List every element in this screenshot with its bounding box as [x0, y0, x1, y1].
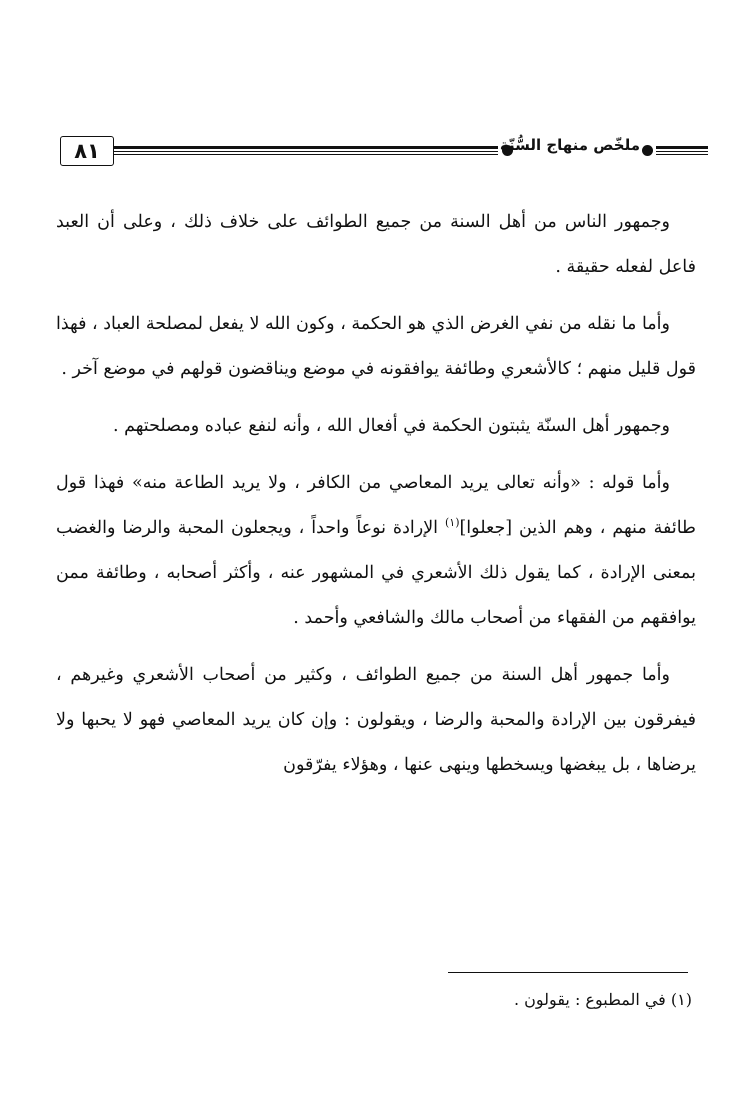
paragraph-4-text-end: الإرادة نوعاً واحداً ، ويجعلون المحبة والرضا والغضب بمعنى الإرادة ، كما يقول ذلك الأشعري في المشهور عنه ، وأكثر أصحابه ، وطائفة ممن يوافقهم من الفقهاء من أصحاب مالك والشافعي وأحمد .	[56, 518, 696, 628]
header-rule-left	[114, 146, 498, 156]
paragraph-2: وأما ما نقله من نفي الغرض الذي هو الحكمة ، وكون الله لا يفعل لمصلحة العباد ، فهذا قول قليل منهم ؛ كالأشعري وطائفة يوافقونه في موضع ويناقضون قولهم في موضع آخر .	[55, 314, 696, 379]
paragraph-1: وجمهور الناس من أهل السنة من جميع الطوائف على خلاف ذلك ، وعلى أن العبد فاعل لفعله حقيقة .	[56, 212, 696, 277]
page-number: ٨١	[60, 136, 114, 166]
running-title: ملخّص منهاج السُّنّة	[499, 136, 640, 154]
paragraph-4-text-start: وأما قوله : «وأنه تعالى يريد المعاصي من الكافر ، ولا يريد الطاعة منه» فهذا قول طائفة منهم ، وهم الذين [جعلوا]	[56, 473, 696, 538]
header-bullet-right	[642, 145, 653, 156]
footnote: (١) في المطبوع : يقولون .	[513, 990, 692, 1009]
page-header	[52, 130, 708, 174]
paragraph-4	[56, 461, 696, 641]
footnote-reference[interactable]: (١)	[444, 516, 460, 530]
body-text	[56, 200, 696, 800]
paragraph-5: وأما جمهور أهل السنة من جميع الطوائف ، وكثير من أصحاب الأشعري وغيرهم ، فيفرقون بين الإرادة والمحبة والرضا ، ويقولون : وإن كان يريد المعاصي فهو لا يحبها ولا يرضاها ، بل يبغضها ويسخطها وينهى عنها ، وهؤلاء يفرّقون	[56, 665, 696, 775]
footnote-separator	[448, 972, 688, 973]
header-rule-right	[656, 146, 708, 156]
paragraph-3: وجمهور أهل السنّة يثبتون الحكمة في أفعال الله ، وأنه لنفع عباده ومصلحتهم .	[112, 416, 670, 436]
